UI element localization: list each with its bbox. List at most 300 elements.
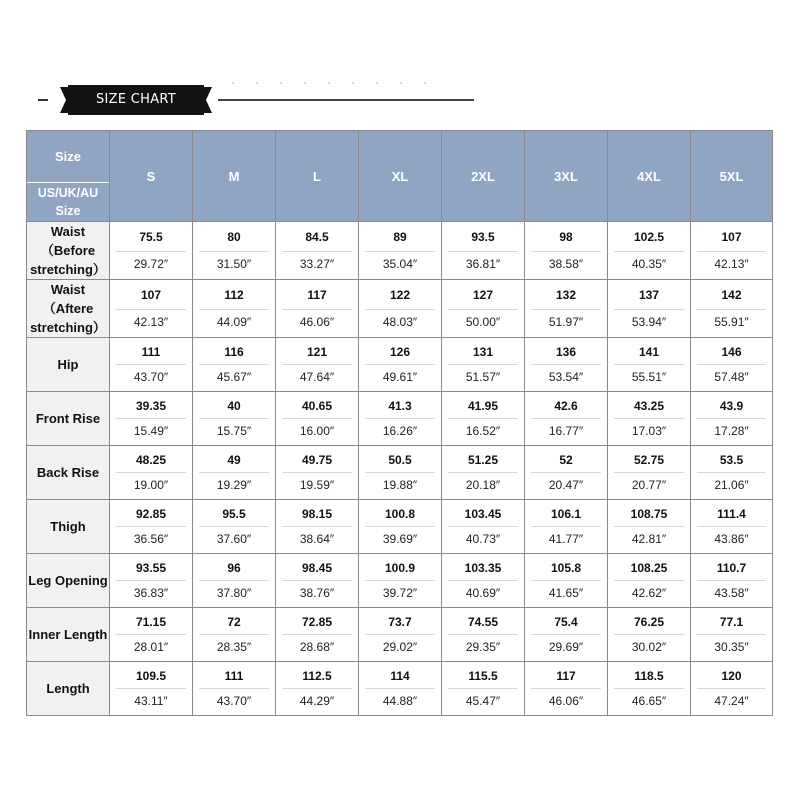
inch-value-cell: [193, 364, 276, 392]
cm-value-cell: [110, 338, 193, 365]
cm-value: 142: [721, 287, 742, 302]
cm-value-cell: [193, 554, 276, 581]
cm-value-cell: [525, 446, 608, 473]
cm-value-cell: [691, 222, 773, 250]
inch-value-cell: [525, 526, 608, 554]
inch-value-cell: [359, 308, 442, 338]
inch-value-cell: [691, 580, 773, 608]
inch-value-cell: [193, 634, 276, 662]
cm-value-cell: [110, 608, 193, 635]
inch-value-cell: [442, 526, 525, 554]
table-row-cm: [27, 280, 773, 308]
cm-value: 141: [638, 345, 660, 359]
table-row-cm: [27, 338, 773, 365]
inch-value-cell: [691, 418, 773, 446]
cm-value-cell: [110, 280, 193, 308]
inch-value-cell: [276, 472, 359, 500]
inch-value-cell: [442, 472, 525, 500]
cm-value-cell: [442, 608, 525, 635]
measurement-label: Length: [27, 662, 110, 716]
cm-value: 98: [559, 229, 573, 244]
decorative-dots: [232, 82, 472, 88]
cm-value: 146: [721, 345, 742, 359]
inch-value-cell: [608, 472, 691, 500]
cm-value-cell: [691, 500, 773, 527]
inch-value: 44.09″: [199, 309, 269, 336]
cm-value-cell: [608, 222, 691, 250]
cm-value-cell: [110, 222, 193, 250]
inch-value: 41.77″: [531, 526, 601, 553]
cm-value: 122: [389, 287, 411, 302]
inch-value: 29.35″: [448, 634, 518, 661]
inch-value: 42.13″: [116, 309, 186, 336]
inch-value-cell: [691, 634, 773, 662]
inch-value: 42.62″: [614, 580, 684, 607]
cm-value: 77.1: [719, 615, 744, 629]
cm-value-cell: [442, 392, 525, 419]
inch-value: 47.64″: [282, 364, 352, 391]
inch-value: 36.56″: [116, 526, 186, 553]
cm-value-cell: [276, 222, 359, 250]
cm-value-cell: [442, 280, 525, 308]
inch-value: 46.06″: [531, 688, 601, 715]
cm-value-cell: [110, 662, 193, 689]
cm-value: 89: [393, 229, 407, 244]
cm-value: 137: [638, 287, 660, 302]
cm-value: 41.3: [388, 399, 412, 413]
inch-value: 44.88″: [365, 688, 435, 715]
cm-value-cell: [442, 554, 525, 581]
cm-value-cell: [525, 338, 608, 365]
cm-value: 136: [555, 345, 577, 359]
inch-value-cell: [691, 472, 773, 500]
inch-value-cell: [442, 250, 525, 280]
cm-value-cell: [193, 662, 276, 689]
cm-value-cell: [608, 446, 691, 473]
cm-value: 52.75: [633, 453, 665, 467]
inch-value: 15.49″: [116, 418, 186, 445]
inch-value: 45.47″: [448, 688, 518, 715]
inch-value-cell: [110, 634, 193, 662]
inch-value-cell: [193, 688, 276, 716]
inch-value: 36.81″: [448, 251, 518, 278]
table-row-inch: [27, 634, 773, 662]
inch-value-cell: [359, 472, 442, 500]
inch-value: 21.06″: [697, 472, 766, 499]
inch-value: 43.70″: [199, 688, 269, 715]
cm-value: 40.65: [301, 399, 333, 413]
inch-value: 43.58″: [697, 580, 766, 607]
table-row-inch: [27, 250, 773, 280]
inch-value: 38.58″: [531, 251, 601, 278]
cm-value: 72.85: [301, 615, 333, 629]
inch-value: 40.73″: [448, 526, 518, 553]
inch-value-cell: [110, 364, 193, 392]
cm-value-cell: [525, 222, 608, 250]
cm-value: 118.5: [634, 669, 664, 683]
cm-value: 75.5: [139, 229, 163, 244]
inch-value-cell: [110, 308, 193, 338]
table-row-inch: [27, 580, 773, 608]
cm-value: 75.4: [554, 615, 578, 629]
cm-value-cell: [193, 500, 276, 527]
inch-value-cell: [608, 580, 691, 608]
inch-value: 17.03″: [614, 418, 684, 445]
inch-value: 29.72″: [116, 251, 186, 278]
inch-value: 57.48″: [697, 364, 766, 391]
cm-value: 39.35: [135, 399, 167, 413]
inch-value-cell: [525, 688, 608, 716]
inch-value: 16.77″: [531, 418, 601, 445]
cm-value: 40: [227, 399, 241, 413]
inch-value-cell: [525, 308, 608, 338]
cm-value: 106.1: [550, 507, 582, 521]
title-underline: [218, 99, 474, 101]
measurement-label: Waist （Aftere stretching）: [27, 280, 110, 338]
cm-value-cell: [525, 554, 608, 581]
inch-value: 20.77″: [614, 472, 684, 499]
inch-value-cell: [276, 308, 359, 338]
cm-value-cell: [110, 500, 193, 527]
inch-value: 53.54″: [531, 364, 601, 391]
table-row-inch: [27, 418, 773, 446]
cm-value: 127: [472, 287, 494, 302]
cm-value: 42.6: [554, 399, 578, 413]
inch-value-cell: [359, 526, 442, 554]
cm-value: 102.5: [633, 229, 665, 244]
inch-value-cell: [276, 250, 359, 280]
cm-value: 73.7: [388, 615, 412, 629]
inch-value: 55.51″: [614, 364, 684, 391]
inch-value-cell: [193, 526, 276, 554]
inch-value: 37.60″: [199, 526, 269, 553]
cm-value-cell: [525, 608, 608, 635]
cm-value: 117: [307, 287, 327, 302]
cm-value-cell: [276, 338, 359, 365]
cm-value: 95.5: [222, 507, 246, 521]
inch-value: 51.97″: [531, 309, 601, 336]
inch-value-cell: [691, 250, 773, 280]
inch-value: 46.65″: [614, 688, 684, 715]
title-banner: [60, 85, 212, 115]
inch-value: 33.27″: [282, 251, 352, 278]
inch-value-cell: [276, 526, 359, 554]
cm-value: 103.45: [464, 507, 502, 521]
inch-value: 44.29″: [282, 688, 352, 715]
cm-value-cell: [608, 338, 691, 365]
inch-value: 16.00″: [282, 418, 352, 445]
cm-value-cell: [276, 280, 359, 308]
inch-value-cell: [359, 634, 442, 662]
inch-value: 19.88″: [365, 472, 435, 499]
cm-value-cell: [110, 446, 193, 473]
measurement-label: Front Rise: [27, 392, 110, 446]
table-row-cm: [27, 662, 773, 689]
cm-value: 114: [390, 669, 410, 683]
cm-value: 105.8: [550, 561, 582, 575]
inch-value-cell: [608, 688, 691, 716]
cm-value: 103.35: [464, 561, 502, 575]
size-col-header: M: [193, 131, 276, 222]
inch-value: 53.94″: [614, 309, 684, 336]
inch-value-cell: [691, 688, 773, 716]
inch-value: 30.35″: [697, 634, 766, 661]
size-chart-title-row: [0, 82, 800, 118]
cm-value: 112: [224, 287, 244, 302]
measurement-label: Waist （Before stretching）: [27, 222, 110, 280]
cm-value: 108.25: [630, 561, 668, 575]
cm-value-cell: [691, 338, 773, 365]
cm-value: 50.5: [388, 453, 412, 467]
size-col-header: S: [110, 131, 193, 222]
cm-value: 93.55: [135, 561, 167, 575]
cm-value: 98.45: [301, 561, 333, 575]
cm-value: 74.55: [467, 615, 499, 629]
cm-value-cell: [276, 392, 359, 419]
inch-value: 17.28″: [697, 418, 766, 445]
inch-value: 19.59″: [282, 472, 352, 499]
size-col-header: 4XL: [608, 131, 691, 222]
inch-value-cell: [359, 418, 442, 446]
measurement-label: Back Rise: [27, 446, 110, 500]
inch-value-cell: [110, 688, 193, 716]
cm-value: 107: [721, 229, 742, 244]
inch-value-cell: [276, 364, 359, 392]
table-row-cm: [27, 554, 773, 581]
cm-value: 92.85: [135, 507, 167, 521]
cm-value-cell: [359, 446, 442, 473]
inch-value-cell: [193, 250, 276, 280]
cm-value-cell: [359, 662, 442, 689]
cm-value: 53.5: [719, 453, 744, 467]
cm-value-cell: [276, 554, 359, 581]
inch-value-cell: [442, 418, 525, 446]
cm-value-cell: [608, 392, 691, 419]
cm-value: 107: [140, 287, 162, 302]
inch-value: 40.69″: [448, 580, 518, 607]
inch-value: 39.69″: [365, 526, 435, 553]
cm-value-cell: [110, 554, 193, 581]
cm-value: 80: [227, 229, 241, 244]
cm-value-cell: [276, 500, 359, 527]
inch-value-cell: [691, 364, 773, 392]
inch-value: 37.80″: [199, 580, 269, 607]
size-col-header: 3XL: [525, 131, 608, 222]
cm-value: 51.25: [467, 453, 499, 467]
cm-value-cell: [608, 554, 691, 581]
inch-value-cell: [442, 308, 525, 338]
inch-value: 43.86″: [697, 526, 766, 553]
inch-value: 20.47″: [531, 472, 601, 499]
table-row-cm: [27, 500, 773, 527]
table-row-inch: [27, 688, 773, 716]
inch-value: 50.00″: [448, 309, 518, 336]
inch-value: 38.64″: [282, 526, 352, 553]
cm-value: 41.95: [467, 399, 499, 413]
inch-value: 30.02″: [614, 634, 684, 661]
inch-value: 49.61″: [365, 364, 435, 391]
cm-value: 131: [472, 345, 494, 359]
size-col-header: XL: [359, 131, 442, 222]
cm-value: 48.25: [135, 453, 167, 467]
cm-value-cell: [193, 280, 276, 308]
inch-value: 48.03″: [365, 309, 435, 336]
cm-value-cell: [691, 446, 773, 473]
cm-value-cell: [691, 554, 773, 581]
cm-value: 49: [227, 453, 241, 467]
cm-value: 120: [721, 669, 742, 683]
table-row-inch: [27, 364, 773, 392]
inch-value-cell: [442, 580, 525, 608]
cm-value: 84.5: [305, 229, 329, 244]
measurement-label: Leg Opening: [27, 554, 110, 608]
header-row: [27, 131, 773, 222]
inch-value-cell: [193, 418, 276, 446]
cm-value: 100.9: [384, 561, 416, 575]
cm-value: 93.5: [471, 229, 495, 244]
inch-value-cell: [608, 364, 691, 392]
cm-value-cell: [193, 608, 276, 635]
measurement-label: Inner Length: [27, 608, 110, 662]
cm-value: 132: [555, 287, 577, 302]
cm-value-cell: [359, 392, 442, 419]
cm-value: 71.15: [135, 615, 167, 629]
inch-value: 29.02″: [365, 634, 435, 661]
inch-value-cell: [691, 308, 773, 338]
cm-value-cell: [691, 608, 773, 635]
cm-value-cell: [691, 392, 773, 419]
inch-value-cell: [359, 364, 442, 392]
cm-value-cell: [608, 608, 691, 635]
inch-value: 43.70″: [116, 364, 186, 391]
size-label: Size: [27, 131, 109, 183]
inch-value-cell: [193, 308, 276, 338]
cm-value-cell: [359, 222, 442, 250]
inch-value: 31.50″: [199, 251, 269, 278]
inch-value-cell: [276, 418, 359, 446]
inch-value: 19.00″: [116, 472, 186, 499]
inch-value: 43.11″: [116, 688, 186, 715]
inch-value: 46.06″: [282, 309, 352, 336]
cm-value: 108.75: [630, 507, 668, 521]
inch-value-cell: [193, 472, 276, 500]
inch-value: 15.75″: [199, 418, 269, 445]
table-body: [27, 222, 773, 716]
size-col-header: 2XL: [442, 131, 525, 222]
size-col-header: L: [276, 131, 359, 222]
measurement-label: Hip: [27, 338, 110, 392]
cm-value: 126: [389, 345, 411, 359]
inch-value-cell: [525, 580, 608, 608]
cm-value-cell: [442, 446, 525, 473]
cm-value-cell: [442, 662, 525, 689]
inch-value-cell: [442, 634, 525, 662]
inch-value-cell: [525, 472, 608, 500]
inch-value-cell: [691, 526, 773, 554]
cm-value-cell: [276, 446, 359, 473]
inch-value: 51.57″: [448, 364, 518, 391]
cm-value-cell: [359, 280, 442, 308]
cm-value-cell: [608, 662, 691, 689]
cm-value: 116: [224, 345, 244, 359]
inch-value: 20.18″: [448, 472, 518, 499]
inch-value: 42.81″: [614, 526, 684, 553]
inch-value-cell: [359, 580, 442, 608]
title-text: SIZE CHART: [95, 92, 177, 107]
cm-value-cell: [359, 554, 442, 581]
table-row-inch: [27, 308, 773, 338]
size-chart-table: [26, 130, 773, 716]
inch-value: 38.76″: [282, 580, 352, 607]
cm-value: 43.25: [633, 399, 665, 413]
cm-value: 110.7: [716, 561, 747, 575]
cm-value-cell: [442, 338, 525, 365]
inch-value-cell: [608, 308, 691, 338]
cm-value-cell: [193, 338, 276, 365]
inch-value-cell: [110, 250, 193, 280]
cm-value: 111.4: [717, 507, 746, 521]
inch-value-cell: [193, 580, 276, 608]
cm-value-cell: [193, 392, 276, 419]
title-dash: [38, 99, 48, 101]
inch-value: 45.67″: [199, 364, 269, 391]
table-row-inch: [27, 526, 773, 554]
cm-value: 52: [559, 453, 573, 467]
table-row-inch: [27, 472, 773, 500]
inch-value: 42.13″: [697, 251, 766, 278]
measurement-label: Thigh: [27, 500, 110, 554]
inch-value-cell: [608, 250, 691, 280]
inch-value: 28.68″: [282, 634, 352, 661]
inch-value: 35.04″: [365, 251, 435, 278]
cm-value-cell: [525, 662, 608, 689]
inch-value-cell: [110, 472, 193, 500]
cm-value: 111: [141, 345, 161, 359]
table-row-cm: [27, 392, 773, 419]
cm-value: 111: [224, 669, 244, 683]
inch-value-cell: [608, 526, 691, 554]
cm-value: 96: [227, 561, 241, 575]
cm-value-cell: [608, 500, 691, 527]
cm-value-cell: [276, 662, 359, 689]
cm-value-cell: [691, 662, 773, 689]
inch-value: 29.69″: [531, 634, 601, 661]
cm-value-cell: [193, 446, 276, 473]
size-header-cell: [27, 131, 110, 222]
inch-value: 16.52″: [448, 418, 518, 445]
inch-value: 16.26″: [365, 418, 435, 445]
inch-value-cell: [442, 688, 525, 716]
cm-value: 43.9: [719, 399, 744, 413]
inch-value-cell: [110, 580, 193, 608]
cm-value: 72: [227, 615, 241, 629]
cm-value-cell: [193, 222, 276, 250]
cm-value-cell: [691, 280, 773, 308]
inch-value: 40.35″: [614, 251, 684, 278]
cm-value: 109.5: [135, 669, 167, 683]
cm-value-cell: [110, 392, 193, 419]
inch-value-cell: [110, 418, 193, 446]
inch-value: 39.72″: [365, 580, 435, 607]
inch-value-cell: [525, 364, 608, 392]
table-row-cm: [27, 222, 773, 250]
cm-value: 117: [556, 669, 576, 683]
inch-value: 55.91″: [697, 309, 766, 336]
cm-value-cell: [525, 392, 608, 419]
cm-value-cell: [359, 338, 442, 365]
inch-value-cell: [276, 580, 359, 608]
inch-value-cell: [359, 688, 442, 716]
